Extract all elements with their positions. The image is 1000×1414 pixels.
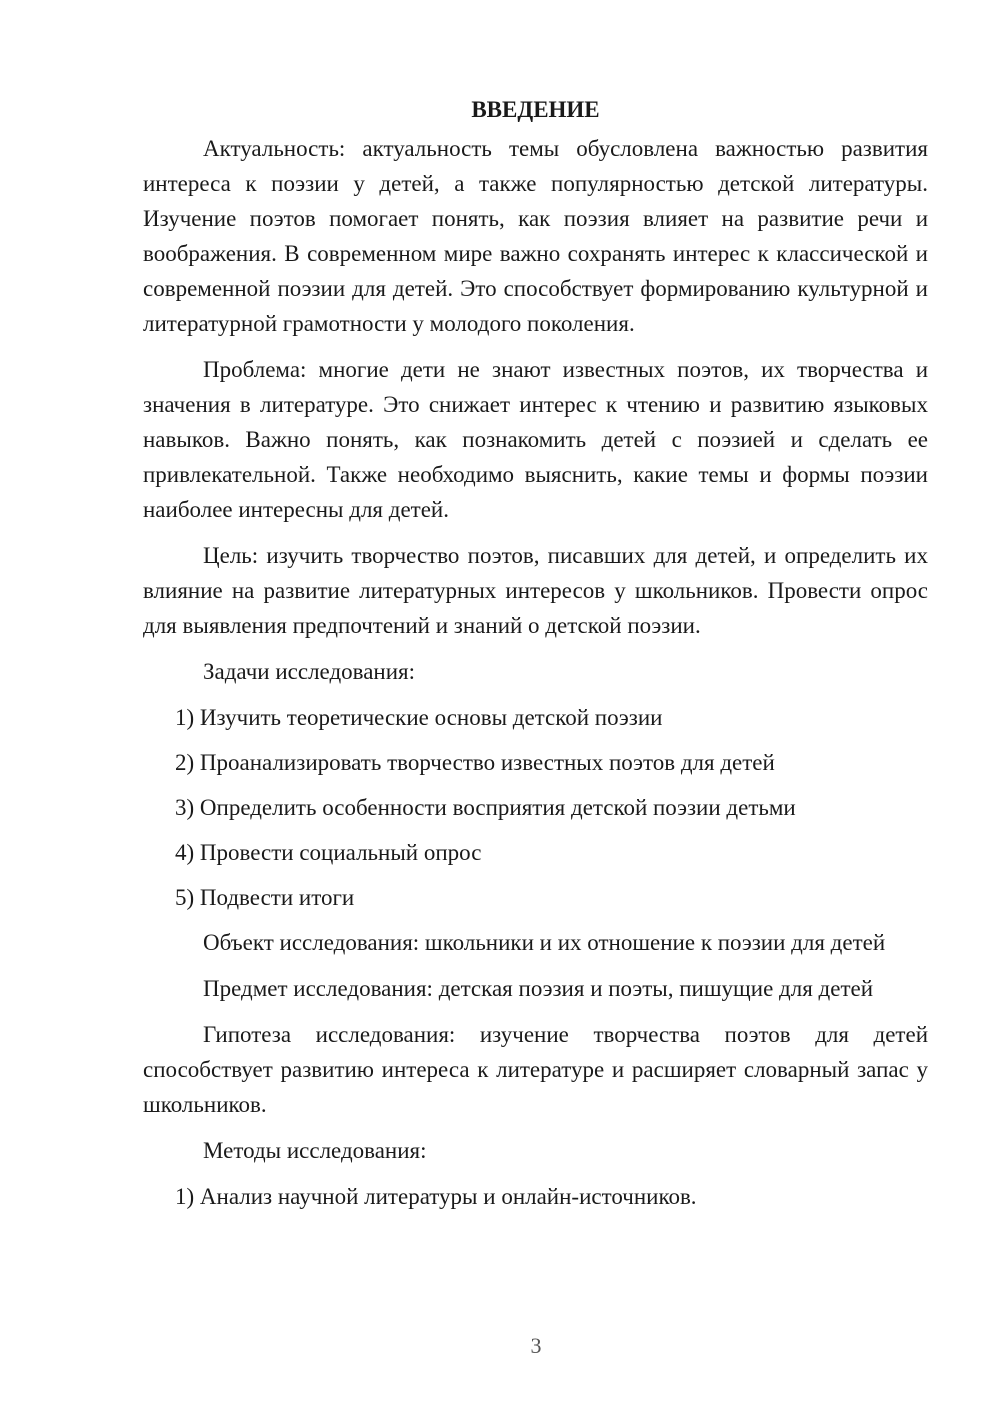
relevance-paragraph: Актуальность: актуальность темы обусловлена важностью развития интереса к поэзии у детей, а также популярностью детской литературы. Изучение поэтов помогает понять, как поэзия влияет на развитие речи и воображения. В современном мире важно сохранять интерес к классической и современной поэзии для детей. Это способствует формированию культурной и литературной грамотности у молодого поколения.	[143, 136, 928, 336]
subject-paragraph: Предмет исследования: детская поэзия и поэты, пишущие для детей	[203, 976, 874, 1001]
task-item: 3) Определить особенности восприятия детской поэзии детьми	[175, 795, 796, 820]
task-item: 5) Подвести итоги	[175, 885, 355, 910]
page-title: ВВЕДЕНИЕ	[471, 97, 600, 122]
goal-paragraph: Цель: изучить творчество поэтов, писавших для детей, и определить их влияние на развитие литературных интересов у школьников. Провести опрос для выявления предпочтений и знаний о детской поэзии.	[143, 543, 928, 638]
tasks-heading: Задачи исследования:	[203, 659, 416, 684]
task-item: 4) Провести социальный опрос	[175, 840, 482, 865]
task-item: 2) Проанализировать творчество известных поэтов для детей	[175, 750, 775, 775]
hypothesis-paragraph: Гипотеза исследования: изучение творчества поэтов для детей способствует развитию интереса к литературе и расширяет словарный запас у школьников.	[143, 1022, 928, 1117]
object-paragraph: Объект исследования: школьники и их отношение к поэзии для детей	[203, 930, 886, 955]
method-item: 1) Анализ научной литературы и онлайн-источников.	[175, 1184, 697, 1209]
page-number: 3	[530, 1333, 542, 1358]
problem-paragraph: Проблема: многие дети не знают известных поэтов, их творчества и значения в литературе. Это снижает интерес к чтению и развитию языковых навыков. Важно понять, как познакомить детей с поэзией и сделать ее привлекательной. Также необходимо выяснить, какие темы и формы поэзии наиболее интересны для детей.	[143, 357, 928, 522]
methods-heading: Методы исследования:	[203, 1138, 427, 1163]
document-page	[143, 92, 928, 1224]
task-item: 1) Изучить теоретические основы детской поэзии	[175, 705, 663, 730]
